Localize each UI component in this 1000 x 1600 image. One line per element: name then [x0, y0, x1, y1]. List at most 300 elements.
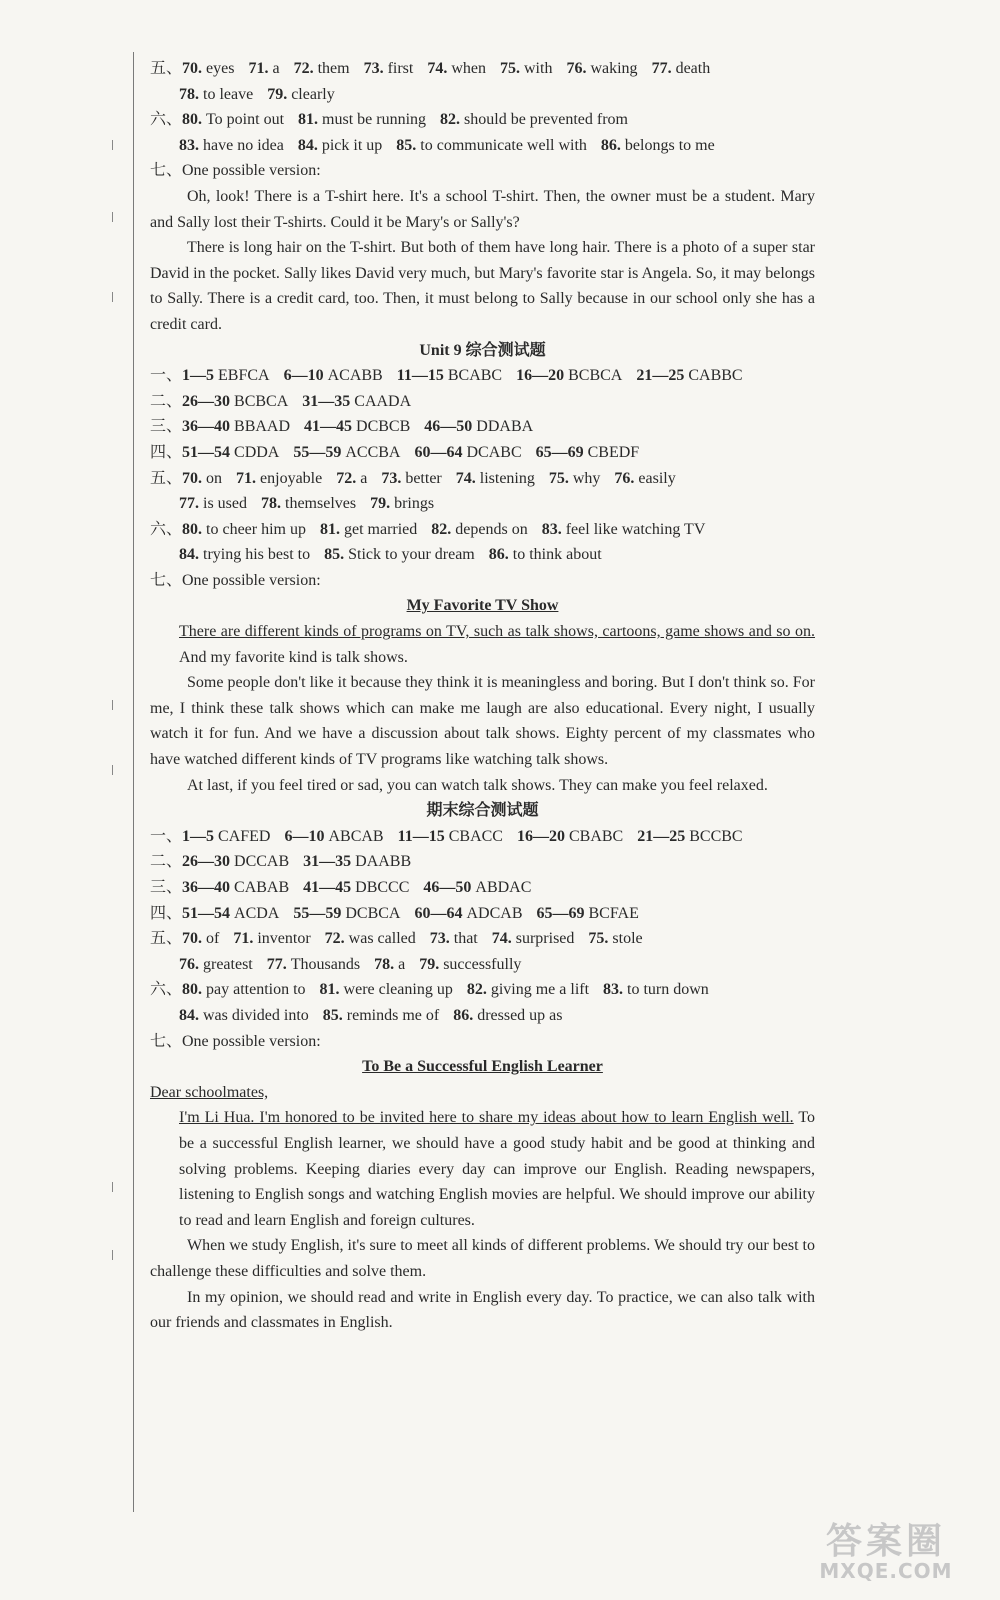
- question-number: 77.: [266, 955, 291, 973]
- question-number: 71.: [233, 930, 258, 948]
- answer-text: CAFED: [218, 827, 271, 845]
- question-number: 81.: [319, 981, 344, 999]
- answer-text: ACCBA: [345, 443, 401, 461]
- answer-item: [467, 981, 589, 998]
- question-number: 46—50: [424, 418, 477, 436]
- question-number: 83.: [179, 136, 203, 154]
- question-number: 85.: [396, 136, 421, 154]
- answer-item: [636, 367, 742, 384]
- answer-text: depends on: [455, 520, 528, 538]
- section-number: 四、: [150, 904, 183, 922]
- answer-text: DBCCC: [355, 879, 410, 896]
- answer-item: [336, 470, 367, 487]
- answer-item: [267, 956, 360, 973]
- question-number: 65—69: [536, 904, 589, 922]
- answer-text: better: [405, 469, 442, 487]
- answer-text: BBAAD: [234, 418, 291, 436]
- answer-line: [150, 952, 815, 978]
- answer-item: [414, 905, 522, 922]
- question-number: 21—25: [636, 367, 689, 385]
- margin-tick: [112, 1182, 113, 1192]
- answer-item: [588, 930, 642, 947]
- answer-line: [150, 82, 815, 108]
- question-number: 36—40: [182, 418, 235, 436]
- question-number: 83.: [541, 520, 566, 538]
- answer-text: is used: [203, 495, 247, 513]
- writing-label: 七、One possible version:: [150, 1032, 321, 1050]
- question-number: 78.: [179, 85, 203, 103]
- essay-paragraph: Oh, look! There is a T-shirt here. It's a school T-shirt. Then, the owner must be a student. Mary and Sally lost their T-shirts. Could it be Mary's or Sally's?: [150, 187, 815, 231]
- answer-text: enjoyable: [260, 469, 323, 487]
- answer-text: CABBC: [688, 367, 743, 385]
- margin-tick: [112, 700, 113, 710]
- question-number: 70.: [182, 930, 207, 948]
- answer-text: should be prevented from: [464, 111, 628, 129]
- answer-text: belongs to me: [624, 136, 715, 154]
- essay-greeting: [150, 1080, 815, 1106]
- answer-line: [150, 926, 815, 952]
- question-number: 85.: [322, 1006, 347, 1024]
- answer-text: ACDA: [234, 904, 280, 922]
- answer-item: [536, 444, 640, 461]
- question-number: 51—54: [182, 443, 235, 461]
- question-number: 1—5: [182, 367, 219, 385]
- margin-tick: [112, 140, 113, 150]
- answer-text: to turn down: [627, 981, 709, 999]
- answer-item: [431, 521, 527, 538]
- question-number: 78.: [374, 955, 399, 973]
- question-number: 72.: [293, 60, 318, 77]
- question-number: 76.: [614, 469, 639, 487]
- question-number: 31—35: [302, 392, 355, 410]
- question-number: 60—64: [414, 904, 467, 922]
- margin-rule: [133, 52, 134, 1512]
- question-number: 77.: [179, 495, 203, 513]
- answer-line: [150, 363, 815, 389]
- question-number: 71.: [236, 469, 261, 487]
- answer-text: on: [206, 469, 223, 487]
- answer-item: [549, 470, 601, 487]
- answer-item: [182, 111, 284, 128]
- answer-text: CAADA: [354, 392, 412, 410]
- section-number: 六、: [150, 981, 183, 999]
- greeting-text: Dear schoolmates,: [150, 1083, 269, 1101]
- question-number: 80.: [182, 111, 207, 129]
- answer-line: [150, 414, 815, 440]
- margin-tick: [112, 765, 113, 775]
- essay-text: And my favorite kind is talk shows.: [179, 648, 408, 666]
- answer-text: EBFCA: [218, 367, 270, 385]
- answer-item: [182, 470, 222, 487]
- answer-item: [182, 367, 270, 384]
- answer-line: [150, 824, 815, 850]
- answer-text: trying his best to: [203, 546, 311, 564]
- answer-line: [150, 133, 815, 159]
- question-number: 70.: [182, 469, 207, 487]
- answer-text: a: [398, 955, 406, 973]
- answer-item: [293, 444, 400, 461]
- answer-item: [182, 853, 289, 870]
- essay-paragraph: When we study English, it's sure to meet all kinds of different problems. We should try our best to challenge these difficulties and solve them.: [150, 1237, 815, 1280]
- margin-tick: [112, 292, 113, 302]
- answer-item: [542, 521, 706, 538]
- essay-paragraph: Some people don't like it because they think it is meaningless and boring. But I don't think so. For me, I think these talk shows which can make me laugh are also educational. Every night, I usually watch it for fun. And we have a discussion about talk shows. Eighty percent of my classmates who have watched different kinds of TV programs like watching talk shows.: [150, 674, 815, 769]
- answer-text: DCBCA: [345, 904, 401, 922]
- question-number: 41—45: [303, 879, 356, 896]
- answer-item: [370, 495, 434, 512]
- question-number: 72.: [324, 930, 349, 948]
- question-number: 78.: [261, 495, 285, 513]
- answer-text: DAABB: [355, 853, 412, 871]
- question-number: 72.: [336, 469, 361, 487]
- question-number: 86.: [453, 1006, 478, 1024]
- watermark-text: 答案圈: [825, 1521, 946, 1562]
- question-number: 73.: [363, 60, 388, 77]
- answer-item: [179, 1007, 309, 1024]
- essay-text: To be a successful English learner, we should have a good study habit and be good at thinking and solving problems. Keeping diaries every day can improve our English. Reading newspapers, listening to English songs and watching English movies are helpful. We should improve our ability to read and learn English and foreign cultures.: [179, 1109, 815, 1229]
- essay-topic-sentence: There are different kinds of programs on TV, such as talk shows, cartoons, game shows and so on.: [179, 623, 815, 641]
- question-number: 1—5: [182, 827, 219, 845]
- question-number: 26—30: [182, 853, 235, 871]
- answer-text: CDDA: [234, 443, 280, 461]
- answer-item: [182, 444, 279, 461]
- answer-line: [150, 849, 815, 875]
- answer-line: [150, 901, 815, 927]
- answer-text: to communicate well with: [420, 136, 587, 154]
- section-number: 五、: [150, 469, 183, 487]
- question-number: 6—10: [284, 827, 329, 845]
- section-number: 二、: [150, 392, 183, 410]
- answer-text: BCABC: [447, 367, 503, 385]
- answer-item: [182, 879, 289, 896]
- essay-paragraph: [150, 1105, 815, 1233]
- question-number: 84.: [179, 546, 203, 564]
- section-number: 一、: [150, 827, 183, 845]
- answer-item: [492, 930, 575, 947]
- answer-item: [248, 60, 279, 77]
- answer-text: pay attention to: [206, 981, 306, 999]
- answer-text: with: [524, 60, 553, 77]
- writing-label: 七、One possible version:: [150, 571, 321, 589]
- answer-text: must be running: [322, 111, 427, 129]
- answer-item: [233, 930, 310, 947]
- answer-text: To point out: [206, 111, 285, 129]
- answer-item: [302, 393, 411, 410]
- answer-text: stole: [612, 930, 643, 948]
- answer-text: CBACC: [448, 827, 503, 845]
- answer-item: [294, 60, 350, 77]
- question-number: 74.: [455, 469, 480, 487]
- answer-text: when: [451, 60, 486, 77]
- question-number: 86.: [600, 136, 625, 154]
- answer-item: [298, 111, 426, 128]
- question-number: 11—15: [397, 827, 449, 845]
- answer-text: that: [453, 930, 478, 948]
- answer-item: [427, 60, 486, 77]
- answer-text: DCCAB: [234, 853, 290, 871]
- question-number: 83.: [603, 981, 628, 999]
- question-number: 60—64: [414, 443, 467, 461]
- answer-text: CBABC: [568, 827, 624, 845]
- question-number: 81.: [319, 520, 344, 538]
- answer-item: [179, 495, 247, 512]
- answer-item: [182, 393, 288, 410]
- answer-text: ABCAB: [328, 827, 384, 845]
- answer-item: [517, 828, 623, 845]
- answer-text: ADCAB: [466, 904, 523, 922]
- question-number: 55—59: [293, 443, 346, 461]
- answer-text: death: [675, 60, 711, 77]
- watermark-logo: [796, 1521, 976, 1584]
- answer-item: [182, 905, 279, 922]
- answer-item: [440, 111, 628, 128]
- answer-item: [179, 546, 310, 563]
- question-number: 75.: [588, 930, 613, 948]
- question-number: 74.: [491, 930, 516, 948]
- question-number: 84.: [297, 136, 322, 154]
- answer-item: [566, 60, 637, 77]
- question-number: 70.: [182, 60, 207, 77]
- answer-text: DDABA: [476, 418, 534, 436]
- answer-item: [304, 418, 410, 435]
- question-number: 75.: [500, 60, 524, 77]
- answer-line: [150, 542, 815, 568]
- answer-item: [298, 137, 382, 154]
- answer-line: [150, 517, 815, 543]
- answer-text: dressed up as: [477, 1006, 563, 1024]
- answer-item: [182, 930, 219, 947]
- question-number: 76.: [179, 955, 203, 973]
- answer-text: have no idea: [203, 136, 284, 154]
- question-number: 71.: [248, 60, 273, 77]
- section-number: 二、: [150, 853, 183, 871]
- question-number: 51—54: [182, 904, 235, 922]
- question-number: 74.: [427, 60, 452, 77]
- answer-item: [603, 981, 709, 998]
- answer-item: [419, 956, 521, 973]
- answer-item: [261, 495, 356, 512]
- answer-item: [652, 60, 711, 77]
- answer-text: BCFAE: [588, 904, 639, 922]
- answer-text: listening: [479, 469, 535, 487]
- answer-text: DCBCB: [356, 418, 411, 436]
- answer-item: [284, 367, 383, 384]
- answer-text: BCBCA: [568, 367, 623, 385]
- section-title: 期末综合测试题: [426, 802, 539, 820]
- answer-text: CABAB: [234, 879, 290, 896]
- watermark-url: MXQE.COM: [819, 1559, 953, 1583]
- answer-item: [179, 137, 284, 154]
- answer-text: greatest: [203, 955, 253, 973]
- answer-item: [325, 930, 416, 947]
- answer-item: [182, 521, 306, 538]
- answer-item: [179, 86, 253, 103]
- essay-paragraph: At last, if you feel tired or sad, you can watch talk shows. They can make you feel relaxed.: [187, 776, 768, 794]
- answer-item: [424, 418, 533, 435]
- answer-text: giving me a lift: [490, 981, 590, 999]
- answer-text: ABDAC: [475, 879, 532, 896]
- answer-text: a: [272, 60, 280, 77]
- essay-title: My Favorite TV Show: [406, 597, 559, 615]
- question-number: 46—50: [423, 879, 476, 896]
- answer-item: [423, 879, 531, 896]
- answer-text: to cheer him up: [206, 520, 306, 538]
- question-number: 86.: [488, 546, 513, 564]
- answer-item: [381, 470, 441, 487]
- answer-text: waking: [590, 60, 638, 77]
- answer-text: themselves: [285, 495, 357, 513]
- answer-text: was divided into: [203, 1006, 309, 1024]
- question-number: 6—10: [283, 367, 328, 385]
- answer-text: brings: [394, 495, 435, 513]
- answer-line: [150, 875, 815, 901]
- question-number: 16—20: [516, 367, 569, 385]
- question-number: 82.: [466, 981, 491, 999]
- answer-text: surprised: [515, 930, 575, 948]
- section-number: 六、: [150, 111, 183, 129]
- question-number: 73.: [429, 930, 454, 948]
- section-number: 六、: [150, 520, 183, 538]
- question-number: 11—15: [396, 367, 448, 385]
- answer-item: [489, 546, 602, 563]
- question-number: 76.: [566, 60, 591, 77]
- answer-line: [150, 491, 815, 517]
- answer-item: [320, 981, 453, 998]
- answer-text: BCCBC: [689, 827, 743, 845]
- answer-item: [453, 1007, 562, 1024]
- essay-paragraph: In my opinion, we should read and write in English every day. To practice, we can also talk with our friends and classmates in English.: [150, 1288, 815, 1332]
- question-number: 75.: [548, 469, 573, 487]
- answer-item: [601, 137, 715, 154]
- answer-line: [150, 56, 815, 82]
- question-number: 81.: [298, 111, 323, 129]
- essay-paragraph: There is long hair on the T-shirt. But both of them have long hair. There is a photo of a super star David in the pocket. Sally likes David very much, but Mary's favorite star is Angela. So, it may belongs to Sally. There is a credit card, too. Then, it must belong to Sally because in our school only she has a credit card.: [150, 239, 815, 333]
- question-number: 36—40: [182, 879, 235, 896]
- answer-page: [150, 56, 815, 1336]
- essay-paragraph: [150, 619, 815, 670]
- answer-text: pick it up: [321, 136, 383, 154]
- answer-item: [637, 828, 742, 845]
- answer-text: Stick to your dream: [348, 546, 475, 564]
- question-number: 82.: [431, 520, 456, 538]
- answer-line: [150, 107, 815, 133]
- question-number: 85.: [324, 546, 349, 564]
- question-number: 79.: [267, 85, 292, 103]
- section-number: 五、: [150, 60, 183, 77]
- question-number: 79.: [419, 955, 444, 973]
- answer-text: Thousands: [290, 955, 361, 973]
- answer-line: [150, 389, 815, 415]
- answer-item: [364, 60, 414, 77]
- question-number: 55—59: [293, 904, 346, 922]
- answer-item: [182, 418, 290, 435]
- answer-text: them: [317, 60, 350, 77]
- answer-text: BCBCA: [234, 392, 289, 410]
- answer-item: [293, 905, 400, 922]
- answer-item: [320, 521, 417, 538]
- question-number: 31—35: [303, 853, 356, 871]
- answer-item: [430, 930, 478, 947]
- answer-line: [150, 440, 815, 466]
- answer-item: [182, 828, 270, 845]
- answer-text: get married: [343, 520, 418, 538]
- answer-item: [414, 444, 521, 461]
- answer-item: [537, 905, 639, 922]
- answer-text: to think about: [512, 546, 602, 564]
- answer-item: [516, 367, 622, 384]
- answer-item: [236, 470, 322, 487]
- question-number: 80.: [182, 520, 207, 538]
- question-number: 79.: [370, 495, 395, 513]
- section-number: 一、: [150, 367, 183, 385]
- margin-tick: [112, 212, 113, 222]
- answer-item: [182, 981, 306, 998]
- answer-text: easily: [638, 469, 676, 487]
- answer-text: successfully: [443, 955, 522, 973]
- answer-item: [456, 470, 535, 487]
- answer-text: first: [387, 60, 414, 77]
- question-number: 73.: [381, 469, 406, 487]
- answer-item: [303, 853, 411, 870]
- answer-item: [182, 60, 234, 77]
- section-number: 五、: [150, 930, 183, 948]
- answer-text: eyes: [206, 60, 235, 77]
- answer-text: a: [360, 469, 368, 487]
- answer-item: [374, 956, 405, 973]
- answer-line: [150, 977, 815, 1003]
- question-number: 16—20: [516, 827, 569, 845]
- answer-text: ACABB: [327, 367, 383, 385]
- answer-text: of: [206, 930, 220, 948]
- answer-line: [150, 466, 815, 492]
- answer-item: [500, 60, 552, 77]
- question-number: 26—30: [182, 392, 235, 410]
- section-number: 三、: [150, 418, 183, 436]
- answer-text: feel like watching TV: [565, 520, 706, 538]
- answer-item: [614, 470, 675, 487]
- answer-text: were cleaning up: [343, 981, 453, 999]
- section-number: 三、: [150, 879, 183, 896]
- section-number: 四、: [150, 443, 183, 461]
- section-title: Unit 9 综合测试题: [419, 341, 546, 359]
- answer-text: DCABC: [466, 443, 522, 461]
- answer-text: why: [572, 469, 601, 487]
- answer-text: to leave: [203, 85, 254, 103]
- answer-item: [303, 879, 409, 896]
- answer-text: inventor: [257, 930, 311, 948]
- essay-title: To Be a Successful English Learner: [362, 1058, 603, 1076]
- answer-item: [323, 1007, 439, 1024]
- question-number: 84.: [179, 1006, 203, 1024]
- question-number: 77.: [651, 60, 676, 77]
- answer-line: [150, 1003, 815, 1029]
- answer-item: [267, 86, 335, 103]
- answer-text: clearly: [291, 85, 335, 103]
- answer-item: [284, 828, 383, 845]
- answer-text: CBEDF: [587, 443, 640, 461]
- answer-item: [396, 137, 587, 154]
- question-number: 41—45: [304, 418, 357, 436]
- answer-text: reminds me of: [346, 1006, 440, 1024]
- question-number: 21—25: [637, 827, 690, 845]
- question-number: 65—69: [535, 443, 588, 461]
- answer-item: [179, 956, 253, 973]
- question-number: 82.: [440, 111, 465, 129]
- writing-label: 七、One possible version:: [150, 162, 321, 180]
- answer-text: was called: [348, 930, 416, 948]
- answer-item: [398, 828, 503, 845]
- margin-tick: [112, 1250, 113, 1260]
